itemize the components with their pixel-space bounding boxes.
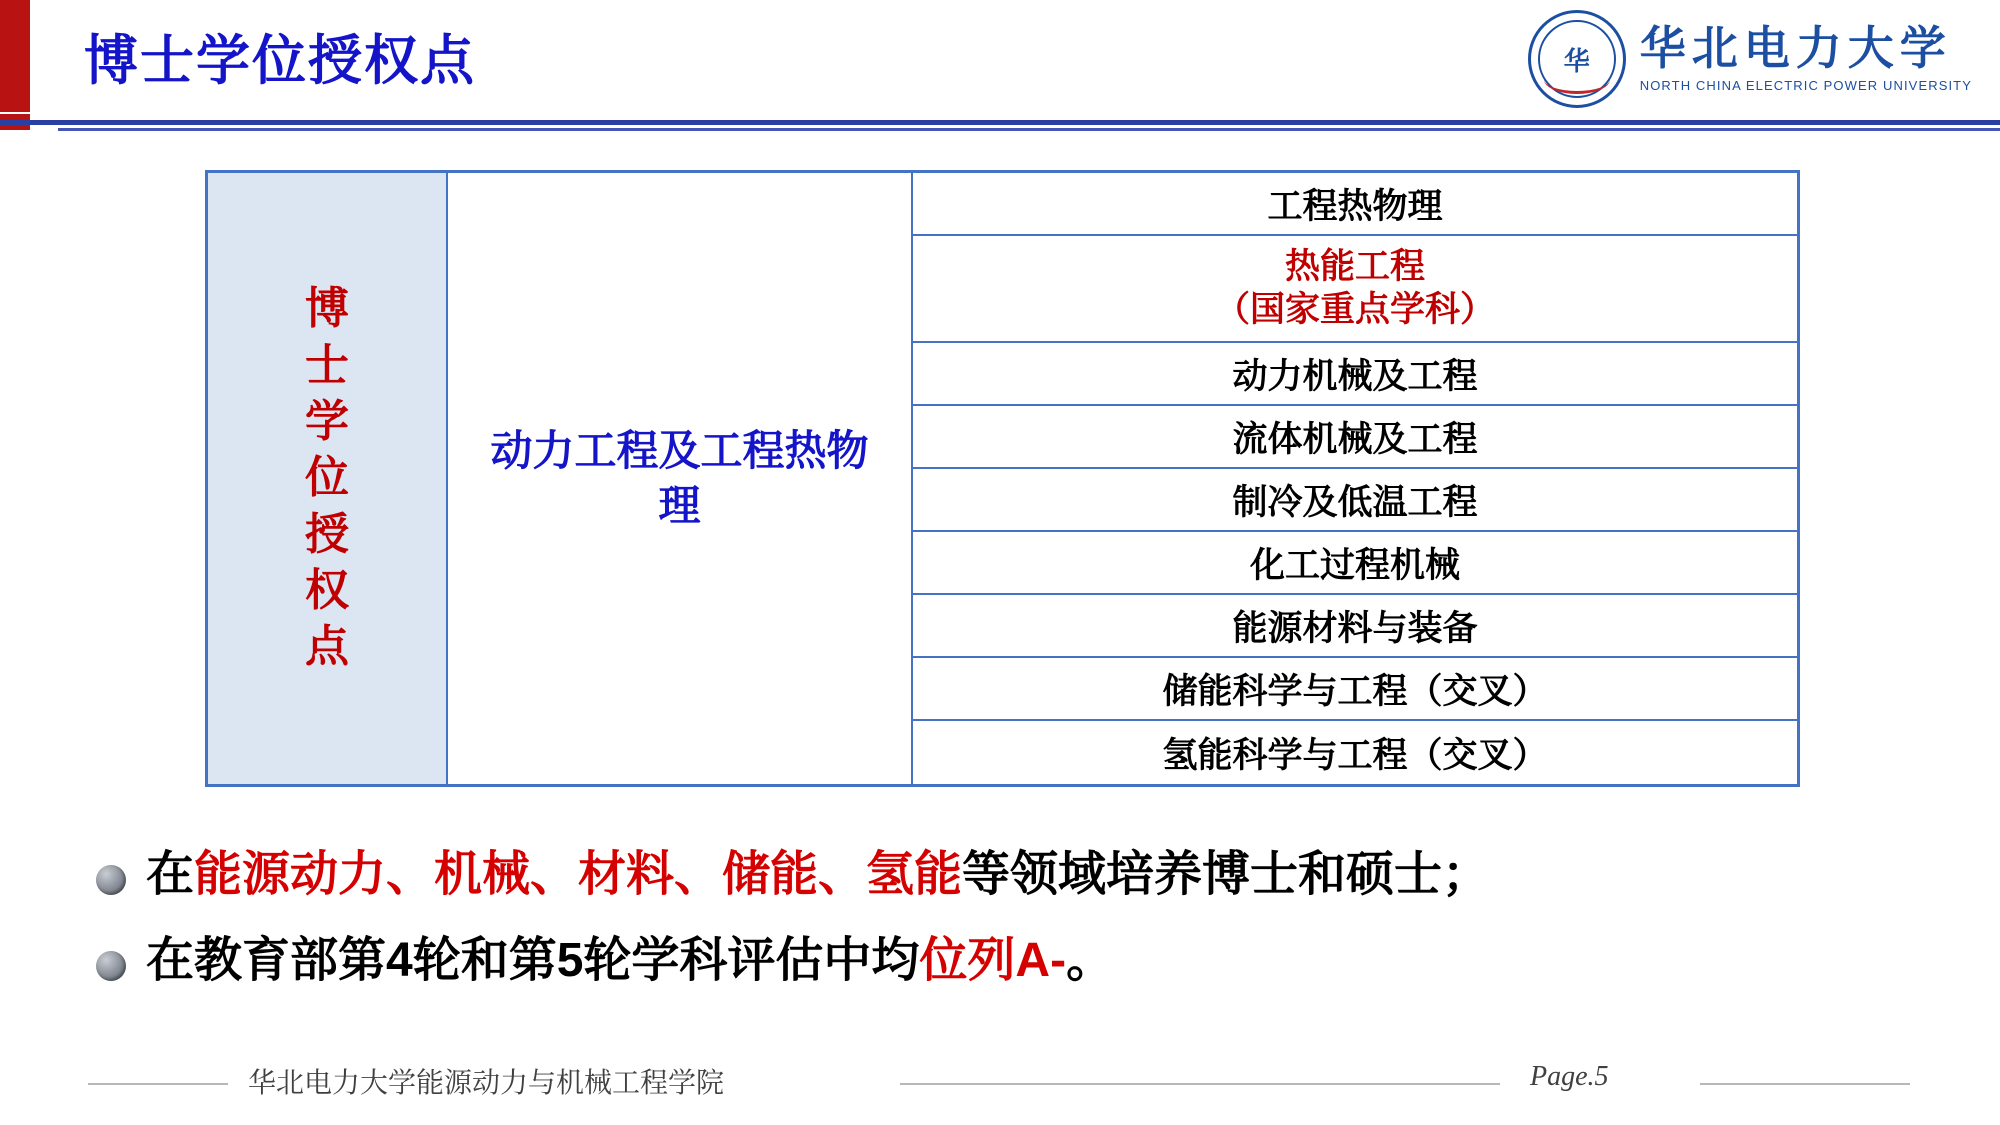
- bullet-dot-icon: [96, 951, 126, 981]
- table-row: 氢能科学与工程（交叉）: [1162, 735, 1548, 775]
- table-category-cell: [208, 173, 448, 784]
- table-row: 制冷及低温工程: [913, 469, 1797, 532]
- page-title: 博士学位授权点: [84, 31, 476, 91]
- table-category-label: 博 士 学 位 授 权 点: [305, 284, 349, 672]
- table-subdiscipline-column: [913, 173, 1797, 784]
- table-row-name: 热能工程: [1284, 246, 1425, 286]
- bullet-seg: 在: [146, 848, 195, 901]
- table-row: 流体机械及工程: [913, 406, 1797, 469]
- logo-emblem-char: 华: [1563, 46, 1590, 76]
- slide-footer: [0, 1055, 2000, 1125]
- bullet-text: [146, 845, 1490, 905]
- bullet-seg-highlight: 能源动力、机械、材料、储能、氢能: [194, 848, 963, 901]
- header-divider-secondary: [58, 128, 2000, 131]
- university-logo: [1528, 10, 1972, 108]
- table-row: 化工过程机械: [913, 532, 1797, 595]
- table-row: 能源材料与装备: [913, 595, 1797, 658]
- footer-rule-left: [88, 1083, 228, 1085]
- footer-organization: 华北电力大学能源动力与机械工程学院: [248, 1067, 725, 1098]
- footer-rule-right: [1700, 1083, 1910, 1085]
- logo-name-cn: 华北电力大学: [1639, 23, 1952, 75]
- bullet-seg: 在教育部第4轮和第5轮学科评估中均: [146, 934, 920, 987]
- table-row: [913, 236, 1797, 343]
- table-row: 储能科学与工程（交叉）: [913, 658, 1797, 721]
- header-divider: [0, 120, 2000, 125]
- bullet-seg: 。: [1066, 934, 1115, 987]
- table-row: 工程热物理: [913, 173, 1797, 236]
- page-number: Page.5: [1530, 1061, 1609, 1092]
- bullet-seg-highlight: 位列A-: [919, 934, 1067, 987]
- logo-emblem-icon: [1528, 10, 1626, 108]
- list-item: [96, 931, 1926, 991]
- logo-name-en: NORTH CHINA ELECTRIC POWER UNIVERSITY: [1639, 77, 1972, 93]
- bullet-dot-icon: [96, 865, 126, 895]
- table-row: 动力机械及工程: [913, 343, 1797, 406]
- bullet-list: [96, 845, 1926, 1017]
- degree-authorization-table: [205, 170, 1800, 787]
- table-row-note: （国家重点学科）: [1214, 289, 1495, 329]
- table-discipline-label: 动力工程及工程热物理: [490, 426, 869, 529]
- logo-text-block: [1640, 25, 1972, 92]
- list-item: [96, 845, 1926, 905]
- bullet-seg: 等领域培养博士和硕士；: [962, 848, 1491, 901]
- footer-rule-middle: [900, 1083, 1500, 1085]
- bullet-text: [146, 931, 1114, 991]
- header-accent-bar: [0, 0, 30, 112]
- table-discipline-cell: [448, 173, 913, 784]
